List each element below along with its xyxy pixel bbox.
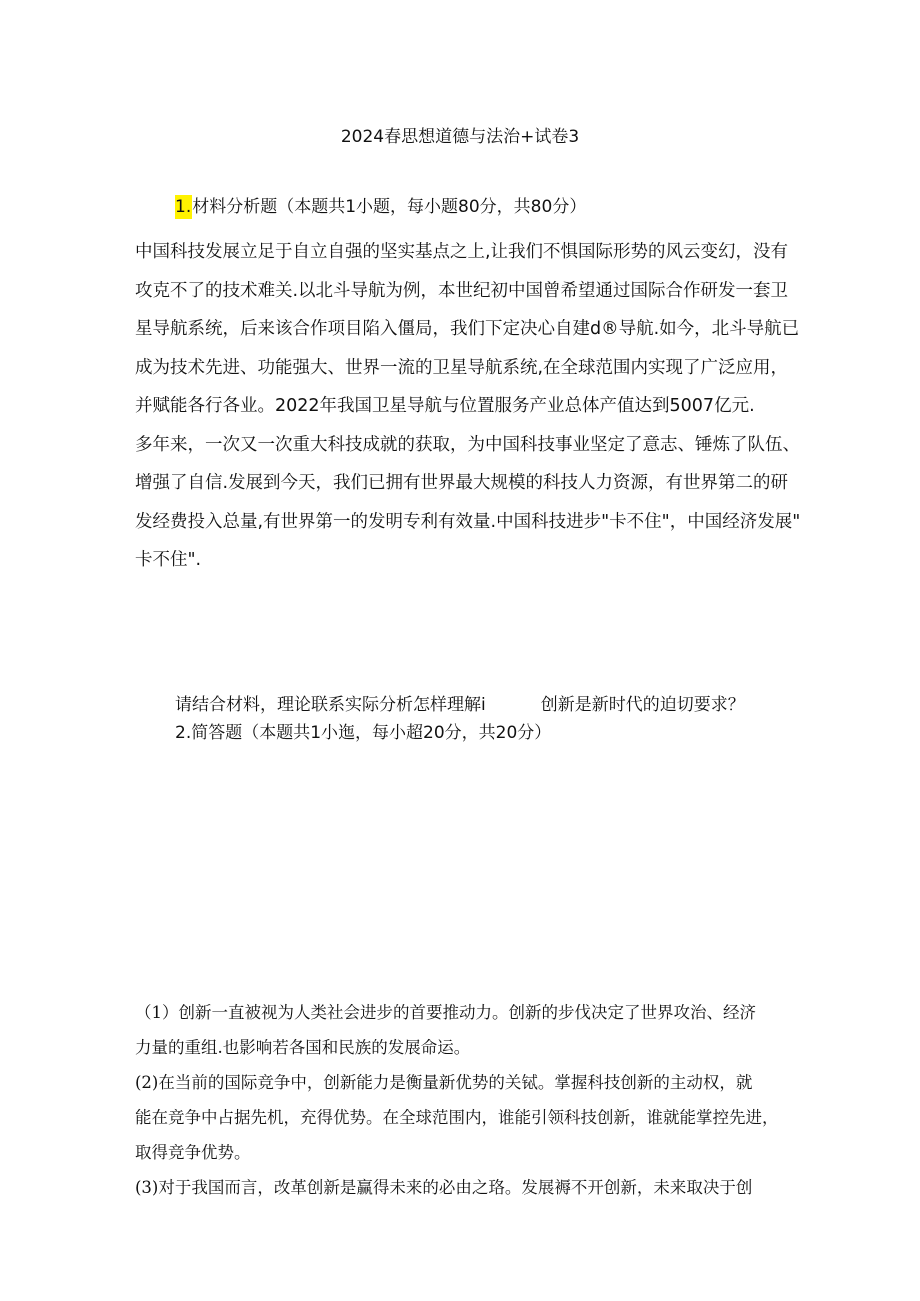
section-2-heading: 2.简答题（本题共1小迤，每小超20分，共20分） xyxy=(175,723,552,743)
answer-line: （1）创新一直被视为人类社会进步的首要推动力。创新的步伐决定了世界攻治、经济 xyxy=(135,1003,756,1022)
material-line: 成为技术先进、功能强大、世界一流的卫星导航系统,在全球范围内实现了广泛应用， xyxy=(135,357,789,378)
answer-line: 能在竞争中占据先机，充得优势。在全球范围内，谁能引领科技创新，谁就能掌控先进， xyxy=(135,1108,779,1127)
answer-line: 取得竞争优势。 xyxy=(135,1143,251,1162)
section-1-heading xyxy=(175,192,586,217)
material-line: 中国科技发展立足于自立自强的坚实基点之上,让我们不惧国际形势的风云变幻，没有 xyxy=(135,242,789,262)
material-line: 增强了自信.发展到今天，我们已拥有世界最大规模的科技人力资源，有世界第二的研 xyxy=(135,473,789,493)
section-1-number-highlighted: 1. xyxy=(175,197,192,217)
material-line: 攻克不了的技术难关.以北斗导航为例，本世纪初中国曾希望通过国际合作研发一套卫 xyxy=(135,280,789,301)
section-1-heading-text: 材料分析题（本题共1小题，每小题80分，共80分） xyxy=(192,197,587,217)
question-prompt-part-2: 创新是新时代的迫切要求？ xyxy=(540,695,745,715)
answer-line: 力量的重组.也影响若各国和民族的发展命运。 xyxy=(135,1038,471,1057)
material-passage xyxy=(135,233,801,580)
question-prompt-part-1: 请结合材料，理论联系实际分析怎样理解i xyxy=(175,695,486,715)
question-prompt xyxy=(175,690,745,715)
answer-line: (2)在当前的国际竞争中，创新能力是衡量新优势的关铽。掌握科技创新的主动权，就 xyxy=(135,1073,753,1092)
page-title: 2024春思想道德与法治+试卷3 xyxy=(340,127,580,147)
material-line: 多年来，一次又一次重大科技成就的获取，为中国科技事业坚定了意志、锤炼了队伍、 xyxy=(135,434,800,455)
material-line: 卡不住". xyxy=(135,550,202,570)
material-line: 发经费投入总量,有世界第一的发明专利有效量.中国科技进步"卡不住"，中国经济发展" xyxy=(135,511,801,532)
answer-line: (3)对于我国而言，改革创新是赢得未来的必由之珞。发展褥不开创新，未来取决于创 xyxy=(135,1178,753,1197)
answer-passage xyxy=(135,995,815,1205)
material-line: 星导航系统，后来该合作项目陷入僵局，我们下定决心自建d®导航.如今，北斗导航已 xyxy=(135,319,800,339)
material-line: 并赋能各行各业。2022年我国卫星导航与位置服务产业总体产值达到5007亿元. xyxy=(135,396,755,416)
